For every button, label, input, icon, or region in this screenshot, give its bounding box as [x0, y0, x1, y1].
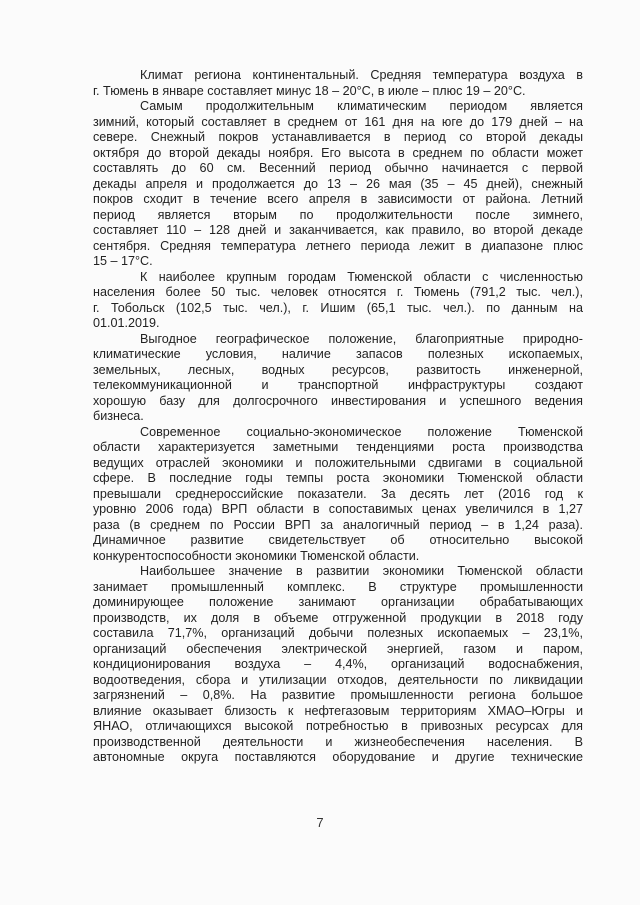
text-line: производств, их доля в объеме отгруженной продукции в 2018 году [93, 610, 583, 625]
paragraph [93, 270, 583, 332]
text-line: ЯНАО, отличающихся высокой потребностью в привозных ресурсах для [93, 719, 583, 733]
text-line: сентября. Средняя температура летнего периода лежит в диапазоне плюс [93, 238, 583, 253]
text-line: декады апреля и продолжается до 13 – 26 мая (35 – 45 дней), снежный [93, 176, 583, 191]
text-line: Климат региона континентальный. Средняя температура воздуха в [140, 68, 583, 82]
text-line: доминирующее положение занимают организации обрабатывающих [93, 595, 583, 609]
text-line: ведущих отраслей экономики и положительными сдвигами в социальной [93, 455, 583, 470]
text-line: хорошую базу для долгосрочного инвестирования и успешного ведения [93, 393, 583, 408]
text-line: 01.01.2019. [93, 316, 160, 330]
text-line: Выгодное географическое положение, благоприятные природно- [140, 331, 583, 346]
page-number: 7 [316, 815, 324, 830]
text-line: области характеризуется заметными тенденциями роста производства [93, 440, 583, 454]
text-line: сфере. В последние годы темпы роста экономики Тюменской области [93, 471, 583, 485]
text-line: 15 – 17°С. [93, 254, 153, 268]
text-line: влияние оказывает близость к нефтегазовым территориям ХМАО–Югры и [93, 703, 583, 718]
text-line: составлять до 60 см. Весенний период обычно начинается с первой [93, 161, 583, 175]
text-line: кондиционирования воздуха – 4,4%, организаций водоснабжения, [93, 657, 583, 671]
paragraph [93, 332, 583, 425]
text-line: телекоммуникационной и транспортной инфраструктуры создают [93, 378, 583, 392]
text-line: Наибольшее значение в развитии экономики Тюменской области [140, 564, 583, 578]
text-line: зимний, который составляет в среднем от 161 дня на юге до 179 дней – на [93, 114, 583, 129]
text-line: г. Тобольск (102,5 тыс. чел.), г. Ишим (65,1 тыс. чел.). по данным на [93, 300, 583, 315]
text-line: г. Тюмень в январе составляет минус 18 – 20°С, в июле – плюс 19 – 20°С. [93, 83, 526, 98]
paragraph [93, 564, 583, 766]
text-line: климатические условия, наличие запасов полезных ископаемых, [93, 347, 583, 361]
text-line: севере. Снежный покров устанавливается в период со второй декады [93, 130, 583, 144]
text-line: производственной деятельности и жизнеобеспечения населения. В [93, 734, 583, 749]
text-line: Динамичное развитие свидетельствует об относительно высокой [93, 533, 583, 547]
text-line: загрязнений – 0,8%. На развитие промышленности региона большое [93, 688, 583, 702]
text-line: октября до второй декады ноября. Его высота в среднем по области может [93, 145, 583, 160]
text-line: конкурентоспособности экономики Тюменской области. [93, 548, 420, 563]
text-line: организаций обеспечения электрической энергией, газом и паром, [93, 641, 583, 656]
text-line: раза (в среднем по России ВРП за аналогичный период – в 1,24 раза). [93, 517, 583, 532]
text-line: составила 71,7%, организаций добычи полезных ископаемых – 23,1%, [93, 626, 583, 640]
text-line: К наиболее крупным городам Тюменской области с численностью [140, 269, 583, 284]
text-line: бизнеса. [93, 409, 144, 423]
text-line: Самым продолжительным климатическим периодом является [140, 99, 583, 113]
text-line: автономные округа поставляются оборудование и другие технические [93, 750, 583, 764]
text-line: уровню 2006 года) ВРП области в сопоставимых ценах увеличился в 1,27 [93, 502, 583, 516]
paragraph [93, 425, 583, 565]
text-line: водоотведения, сбора и утилизации отходов, деятельности по ликвидации [93, 672, 583, 687]
paragraph [93, 99, 583, 270]
text-line: покров сходит в течение всего апреля в зависимости от района. Летний [93, 192, 583, 206]
text-line: период является вторым по продолжительности после зимнего, [93, 207, 583, 222]
text-line: превышали среднероссийские показатели. За десять лет (2016 год к [93, 486, 583, 501]
body-text [93, 68, 583, 766]
text-line: населения более 50 тыс. человек относятся г. Тюмень (791,2 тыс. чел.), [93, 285, 583, 299]
text-line: составляет 110 – 128 дней и заканчивается, как правило, во второй декаде [93, 223, 583, 237]
text-line: Современное социально-экономическое положение Тюменской [140, 424, 583, 439]
paragraph [93, 68, 583, 99]
text-line: занимает промышленный комплекс. В структуре промышленности [93, 579, 583, 594]
text-line: земельных, лесных, водных ресурсов, развитость инженерной, [93, 362, 583, 377]
